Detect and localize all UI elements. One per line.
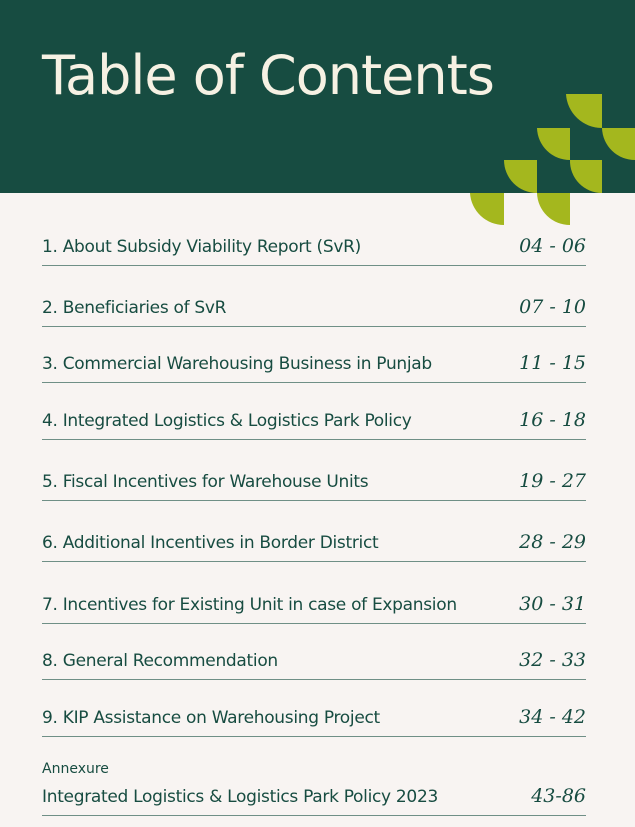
- toc-entry-label: 5. Fiscal Incentives for Warehouse Units: [42, 472, 369, 492]
- toc-entry-9[interactable]: [42, 696, 586, 737]
- leaf-shape-mid: [504, 160, 537, 193]
- decorative-leaf-pattern: [0, 0, 635, 230]
- toc-entry-8[interactable]: [42, 639, 586, 680]
- toc-entry-1[interactable]: [42, 225, 586, 266]
- toc-entry-label: 4. Integrated Logistics & Logistics Park Policy: [42, 411, 412, 431]
- toc-entry-pages: 16 - 18: [519, 409, 586, 431]
- leaf-shape-upper-right: [602, 128, 635, 160]
- leaf-shape-bottom: [537, 193, 570, 225]
- leaf-shape-mid-left: [537, 128, 570, 160]
- toc-entry-pages: 30 - 31: [519, 593, 586, 615]
- toc-entry-label: 6. Additional Incentives in Border District: [42, 533, 379, 553]
- toc-entry-4[interactable]: [42, 399, 586, 440]
- toc-entry-pages: 28 - 29: [519, 531, 586, 553]
- leaf-shape-mid-right: [570, 160, 602, 193]
- toc-entry-annexure[interactable]: [42, 779, 586, 816]
- toc-entry-7[interactable]: [42, 583, 586, 624]
- toc-entry-2[interactable]: [42, 286, 586, 327]
- toc-entry-pages: 11 - 15: [519, 352, 586, 374]
- toc-entry-pages: 32 - 33: [519, 649, 586, 671]
- toc-entry-pages: 34 - 42: [519, 706, 586, 728]
- toc-entry-3[interactable]: [42, 342, 586, 383]
- annexure-heading: Annexure: [42, 761, 109, 777]
- page-title: Table of Contents: [42, 44, 494, 107]
- toc-entry-label: 3. Commercial Warehousing Business in Punjab: [42, 354, 432, 374]
- toc-entry-pages: 07 - 10: [519, 296, 586, 318]
- toc-entry-label: 9. KIP Assistance on Warehousing Project: [42, 708, 380, 728]
- leaf-shape-top: [566, 94, 602, 128]
- toc-entry-pages: 43-86: [531, 785, 586, 807]
- toc-entry-6[interactable]: [42, 521, 586, 562]
- toc-entry-label: 1. About Subsidy Viability Report (SvR): [42, 237, 361, 257]
- toc-entry-label: 2. Beneficiaries of SvR: [42, 298, 227, 318]
- toc-entry-pages: 19 - 27: [519, 470, 586, 492]
- toc-entry-label: 7. Incentives for Existing Unit in case of Expansion: [42, 595, 457, 615]
- toc-entry-label: Integrated Logistics & Logistics Park Policy 2023: [42, 787, 438, 807]
- leaf-shape-bottom-left: [470, 193, 504, 225]
- toc-entry-pages: 04 - 06: [519, 235, 586, 257]
- toc-entry-5[interactable]: [42, 460, 586, 501]
- toc-entry-label: 8. General Recommendation: [42, 651, 278, 671]
